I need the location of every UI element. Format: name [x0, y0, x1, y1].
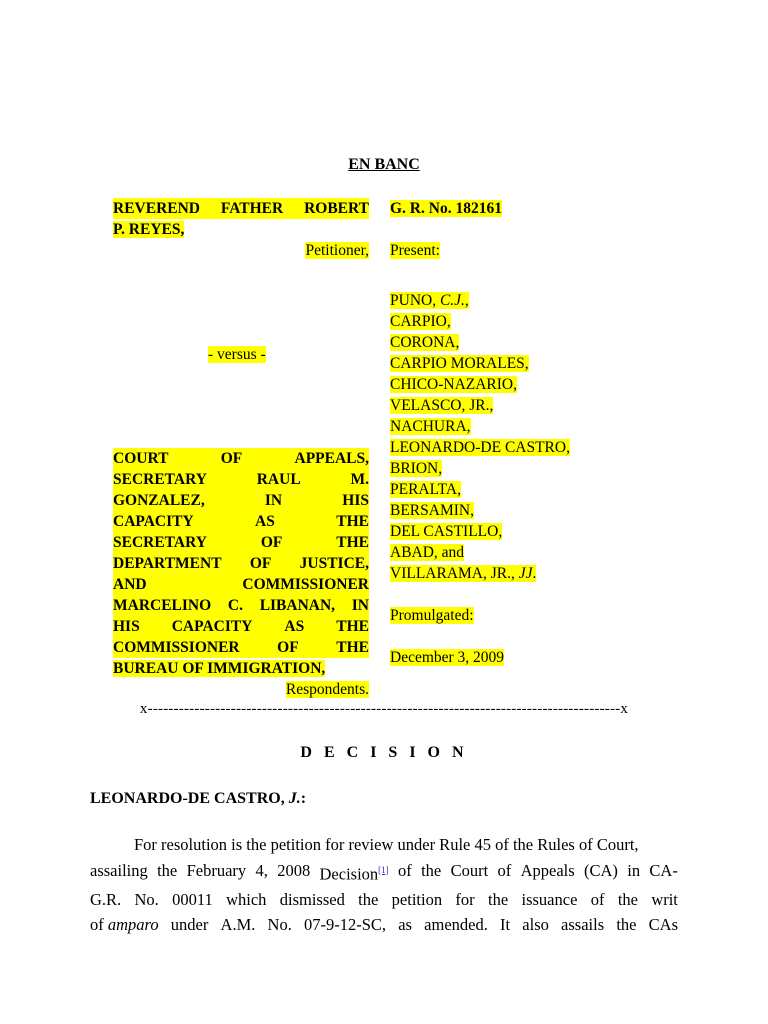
para-word: dismissed [279, 889, 345, 909]
petitioner-name-word: FATHER [220, 200, 284, 217]
justice-item [390, 458, 650, 479]
respondent-line [113, 532, 369, 553]
respondent-word: MARCELINO [113, 597, 212, 614]
justice-name: LEONARDO-DE CASTRO, [390, 439, 570, 456]
respondents-role: Respondents. [285, 681, 369, 698]
respondent-line [113, 616, 369, 637]
respondent-word: M. [350, 471, 369, 488]
justices-list [390, 290, 650, 584]
decision-paragraph [90, 832, 678, 938]
para-word: the [617, 889, 638, 909]
para-line-4 [90, 912, 678, 938]
justice-name: PERALTA, [390, 481, 461, 498]
para-word: 2008 [277, 860, 311, 880]
para-word: No. [134, 889, 159, 909]
justice-name: BERSAMIN, [390, 502, 474, 519]
respondent-word: GONZALEZ, [113, 492, 205, 509]
respondent-line [113, 574, 369, 595]
respondent-word: THE [336, 513, 369, 530]
para-word: the [358, 889, 379, 909]
para-word: of [590, 889, 605, 909]
justice-item [390, 353, 650, 374]
justice-item [390, 542, 650, 563]
justice-item [390, 500, 650, 521]
present-label: Present: [390, 242, 440, 259]
respondent-word: OF [220, 450, 243, 467]
justice-item [390, 437, 650, 458]
respondent-word: OF [249, 555, 272, 572]
para-word: the [616, 915, 637, 934]
para-word: Court [450, 860, 489, 880]
justice-item [390, 311, 650, 332]
para-word: A.M. [220, 915, 256, 934]
respondents-block [113, 448, 369, 700]
amparo-italic: amparo [107, 915, 159, 934]
para-word: amended. [424, 915, 488, 934]
para-word: in [627, 860, 641, 880]
para-word: 00011 [172, 889, 213, 909]
justice-name: BRION, [390, 460, 443, 477]
para-line-1: For resolution is the petition for review under Rule 45 of the Rules of Court, [134, 835, 639, 854]
para-word: 07-9-12-SC, [304, 915, 387, 934]
para-word: as [398, 915, 412, 934]
respondent-word: APPEALS, [294, 450, 369, 467]
petitioner-name-word: REVEREND [113, 200, 200, 217]
respondent-line [113, 595, 369, 616]
justice-name: VILLARAMA, JR., [390, 565, 519, 582]
respondent-word: THE [336, 618, 369, 635]
respondent-word: C. [227, 597, 243, 614]
respondent-line [113, 511, 369, 532]
justice-name: DEL CASTILLO, [390, 523, 503, 540]
respondent-line [113, 469, 369, 490]
respondent-word: SECRETARY [113, 471, 207, 488]
para-word: No. [267, 915, 292, 934]
respondent-line [113, 490, 369, 511]
justice-name: CARPIO, [390, 313, 451, 330]
petitioner-name-word: ROBERT [304, 200, 369, 217]
para-word: February [186, 860, 247, 880]
para-word: G.R. [90, 889, 122, 909]
para-word: of [497, 860, 512, 880]
petitioner-name-line1 [113, 198, 369, 219]
respondent-line [113, 637, 369, 658]
petitioner-role: Petitioner, [305, 242, 369, 259]
respondent-word: IN [351, 597, 369, 614]
case-info-block [390, 198, 650, 668]
para-word: which [226, 889, 267, 909]
respondent-word: IN [264, 492, 283, 509]
respondent-word: COMMISSIONER [113, 639, 240, 656]
para-word: assailing [90, 860, 148, 880]
justice-name: NACHURA, [390, 418, 471, 435]
respondent-word: LIBANAN, [259, 597, 336, 614]
para-word: the [488, 889, 509, 909]
para-word: 4, [255, 860, 268, 880]
respondent-word: COMMISSIONER [242, 576, 369, 593]
para-word: Appeals [520, 860, 575, 880]
respondent-word: SECRETARY [113, 534, 207, 551]
court-division-heading: EN BANC [348, 156, 420, 173]
versus-label: - versus - [208, 346, 266, 363]
para-word: under [170, 915, 209, 934]
respondent-word: HIS [113, 618, 140, 635]
footnote-link[interactable]: [1] [378, 864, 389, 875]
justice-title: C.J. [439, 292, 465, 309]
respondent-word: OF [260, 534, 283, 551]
respondent-word: HIS [342, 492, 369, 509]
petitioner-block [113, 198, 369, 261]
para-word: assails [561, 915, 605, 934]
respondent-word: THE [336, 639, 369, 656]
respondent-word: COURT [113, 450, 169, 467]
para-word: for [455, 889, 475, 909]
respondent-word: CAPACITY [171, 618, 253, 635]
separator-line: x-------------------------------------------------------------------------------------------x [139, 701, 629, 717]
respondent-word: OF [277, 639, 299, 656]
justice-item [390, 479, 650, 500]
petitioner-name-line2: P. REYES, [113, 221, 185, 238]
para-word: also [522, 915, 549, 934]
respondents-last-line: BUREAU OF IMMIGRATION, [113, 660, 326, 677]
respondent-word: AND [113, 576, 147, 593]
decision-title: D E C I S I O N [300, 744, 468, 761]
justice-item [390, 416, 650, 437]
versus-block [113, 344, 369, 365]
justice-suffix: . [532, 565, 537, 582]
justice-item [390, 332, 650, 353]
justice-name: PUNO, [390, 292, 440, 309]
respondent-word: CAPACITY [113, 513, 194, 530]
para-word: (CA) [583, 860, 618, 880]
justice-name: ABAD, and [390, 544, 465, 561]
para-line-3 [90, 887, 678, 913]
respondent-word: DEPARTMENT [113, 555, 222, 572]
promulgated-label: Promulgated: [390, 607, 474, 624]
justice-item [390, 374, 650, 395]
respondent-word: JUSTICE, [299, 555, 369, 572]
respondent-word: AS [255, 513, 275, 530]
para-word: the [157, 860, 178, 880]
para-word: petition [391, 889, 443, 909]
para-word: It [500, 915, 511, 934]
para-word: of [398, 860, 412, 880]
respondent-word: THE [336, 534, 369, 551]
justice-name: CORONA, [390, 334, 460, 351]
respondent-line [113, 448, 369, 469]
justice-name: VELASCO, JR., [390, 397, 494, 414]
justice-name: CHICO-NAZARIO, [390, 376, 518, 393]
justice-item [390, 521, 650, 542]
justice-name: CARPIO MORALES, [390, 355, 529, 372]
promulgation-date: December 3, 2009 [390, 649, 505, 666]
para-line-2 [90, 858, 678, 887]
gr-number: G. R. No. 182161 [390, 200, 502, 217]
justice-item [390, 290, 650, 311]
respondent-line [113, 553, 369, 574]
ponente: LEONARDO-DE CASTRO, J.: [90, 790, 307, 807]
para-word: writ [651, 889, 678, 909]
para-word: issuance [521, 889, 578, 909]
para-word: the [421, 860, 442, 880]
justice-suffix: , [464, 292, 469, 309]
justice-item [390, 395, 650, 416]
respondent-word: AS [284, 618, 305, 635]
respondent-word: RAUL [256, 471, 301, 488]
justice-title: JJ [518, 565, 533, 582]
para-word: CA- [649, 860, 678, 880]
para-word: Decision[1] [319, 864, 389, 883]
para-word: CAs [648, 915, 678, 934]
justice-item [390, 563, 650, 584]
para-word: of amparo [90, 915, 159, 934]
